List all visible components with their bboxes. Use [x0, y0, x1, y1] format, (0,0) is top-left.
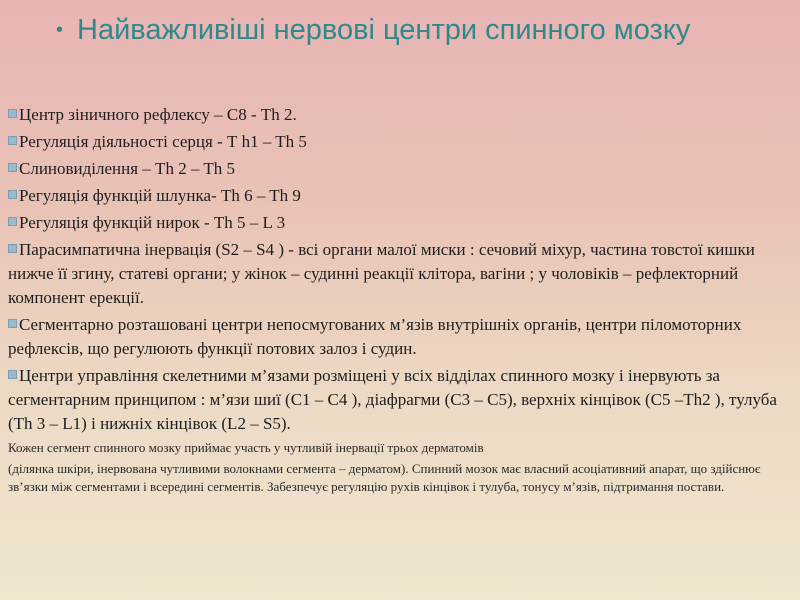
square-bullet-icon — [8, 319, 17, 328]
list-item-text: Центри управління скелетними м’язами розміщені у всіх відділах спинного мозку і інервують за сегментарним принципом : м’язи шиї (С1 – С4 ), діафрагми (С3 – С5), верхніх кінцівок (С5 –Th2 ), тулуба (Th 3 – L1) і нижніх кінцівок (L2 – S5). — [8, 366, 777, 433]
list-item-text: Слиновиділення – Th 2 – Th 5 — [19, 159, 236, 178]
list-item-heart — [8, 130, 784, 154]
list-item-text: Центр зіничного рефлексу – С8 - Th 2. — [19, 105, 297, 124]
note-dermatomes: Кожен сегмент спинного мозку приймає участь у чутливій інервації трьох дерматомів — [8, 440, 484, 455]
list-item-text: Регуляція функцій нирок - Th 5 – L 3 — [19, 213, 286, 232]
list-item-text: Парасимпатична інервація (S2 – S4 ) - всі органи малої миски : сечовий міхур, частина товстої кишки нижче її згину, статеві органи; у жінок – судинні реакції клітора, вагіни ; у чоловіків – рефлекторний компонент ерекції. — [8, 240, 755, 307]
square-bullet-icon — [8, 190, 17, 199]
square-bullet-icon — [8, 136, 17, 145]
list-item-skeletal-muscles — [8, 364, 784, 436]
square-bullet-icon — [8, 109, 17, 118]
square-bullet-icon — [8, 163, 17, 172]
list-item-stomach — [8, 184, 784, 208]
list-item-salivation — [8, 157, 784, 181]
content-list — [8, 103, 784, 499]
note-associative-apparatus: (ділянка шкіри, інервована чутливими волокнами сегмента – дерматом). Спинний мозок має власний асоціативний апарат, що здійснює зв’язки між сегментами і всередині сегментів. Забезпечує регуляцію рухів кінцівок і тулуба, тонусу м’язів, підтримання постави. — [8, 461, 761, 494]
square-bullet-icon — [8, 217, 17, 226]
square-bullet-icon — [8, 244, 17, 253]
slide-title-text: Найважливіші нервові центри спинного мозку — [77, 14, 691, 46]
slide-title — [56, 14, 786, 47]
title-bullet-icon: • — [56, 19, 64, 41]
list-item-text: Сегментарно розташовані центри непосмугованих м’язів внутрішніх органів, центри піломоторних рефлексів, що регулюють функції потових залоз і судин. — [8, 315, 742, 358]
list-item-text: Регуляція функцій шлунка- Th 6 – Th 9 — [19, 186, 301, 205]
list-item-segmental-centers — [8, 313, 784, 361]
list-item-pupil-reflex — [8, 103, 784, 127]
square-bullet-icon — [8, 370, 17, 379]
list-item-parasympathetic — [8, 238, 784, 310]
list-item-text: Регуляція діяльності серця - Т h1 – Th 5 — [19, 132, 307, 151]
list-item-kidneys — [8, 211, 784, 235]
